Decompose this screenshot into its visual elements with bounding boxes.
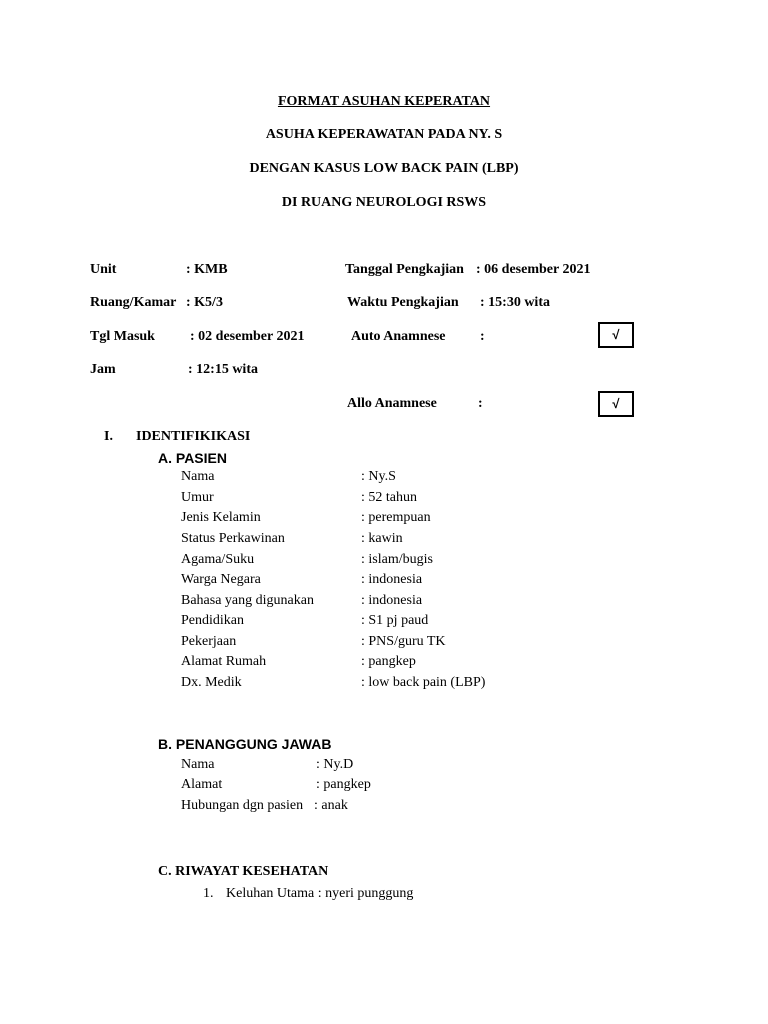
pasien-label: Agama/Suku [181, 552, 255, 567]
pasien-label: Bahasa yang digunakan [181, 593, 314, 608]
penanggung-value: : Ny.D [316, 757, 354, 772]
pasien-heading: A. PASIEN [158, 450, 227, 466]
jam-value: : 12:15 wita [188, 362, 258, 377]
auto-anamnese-label: Auto Anamnese [351, 329, 446, 344]
document-case-line: DENGAN KASUS LOW BACK PAIN (LBP) [249, 161, 519, 176]
penanggung-label: Nama [181, 757, 215, 772]
pasien-value: : PNS/guru TK [361, 634, 446, 649]
document-subtitle: ASUHA KEPERAWATAN PADA NY. S [265, 127, 503, 142]
pasien-value: : 52 tahun [361, 490, 417, 505]
penanggung-value: : pangkep [316, 777, 371, 792]
penanggung-heading: B. PENANGGUNG JAWAB [158, 736, 332, 752]
jam-label: Jam [90, 362, 116, 377]
tanggal-label: Tanggal Pengkajian [345, 262, 464, 277]
pasien-value: : indonesia [361, 593, 423, 608]
unit-value: : KMB [186, 262, 228, 277]
pasien-value: : low back pain (LBP) [361, 675, 486, 690]
auto-anamnese-colon: : [480, 329, 485, 344]
pasien-label: Pekerjaan [181, 634, 237, 649]
allo-anamnese-label: Allo Anamnese [347, 396, 437, 411]
penanggung-label: Alamat [181, 777, 223, 792]
tgl-masuk-label: Tgl Masuk [90, 329, 155, 344]
unit-label: Unit [90, 262, 117, 277]
riwayat-item-number: 1. [203, 886, 214, 901]
waktu-label: Waktu Pengkajian [347, 295, 459, 310]
pasien-label: Status Perkawinan [181, 531, 285, 546]
pasien-label: Pendidikan [181, 613, 244, 628]
tanggal-value: : 06 desember 2021 [476, 262, 591, 277]
document-ward-line: DI RUANG NEUROLOGI RSWS [281, 195, 487, 210]
pasien-label: Nama [181, 469, 215, 484]
tgl-masuk-value: : 02 desember 2021 [190, 329, 305, 344]
pasien-label: Jenis Kelamin [181, 510, 261, 525]
document-title: FORMAT ASUHAN KEPERATAN [277, 94, 491, 109]
ruang-label: Ruang/Kamar [90, 295, 177, 310]
pasien-label: Alamat Rumah [181, 654, 267, 669]
penanggung-label: Hubungan dgn pasien [181, 798, 304, 813]
pasien-label: Warga Negara [181, 572, 261, 587]
pasien-value: : Ny.S [361, 469, 396, 484]
pasien-value: : perempuan [361, 510, 431, 525]
riwayat-item-text: Keluhan Utama : nyeri punggung [226, 886, 414, 901]
pasien-value: : islam/bugis [361, 552, 433, 567]
pasien-label: Umur [181, 490, 214, 505]
allo-anamnese-checkbox[interactable]: √ [598, 391, 634, 417]
section-title: IDENTIFIKIKASI [136, 429, 251, 444]
waktu-value: : 15:30 wita [480, 295, 550, 310]
penanggung-value: : anak [314, 798, 348, 813]
riwayat-heading: C. RIWAYAT KESEHATAN [158, 864, 329, 879]
pasien-value: : pangkep [361, 654, 416, 669]
allo-anamnese-colon: : [478, 396, 483, 411]
pasien-value: : indonesia [361, 572, 423, 587]
pasien-label: Dx. Medik [181, 675, 242, 690]
section-number: I. [104, 429, 113, 444]
pasien-value: : kawin [361, 531, 403, 546]
auto-anamnese-checkbox[interactable]: √ [598, 322, 634, 348]
pasien-value: : S1 pj paud [361, 613, 429, 628]
ruang-value: : K5/3 [186, 295, 223, 310]
